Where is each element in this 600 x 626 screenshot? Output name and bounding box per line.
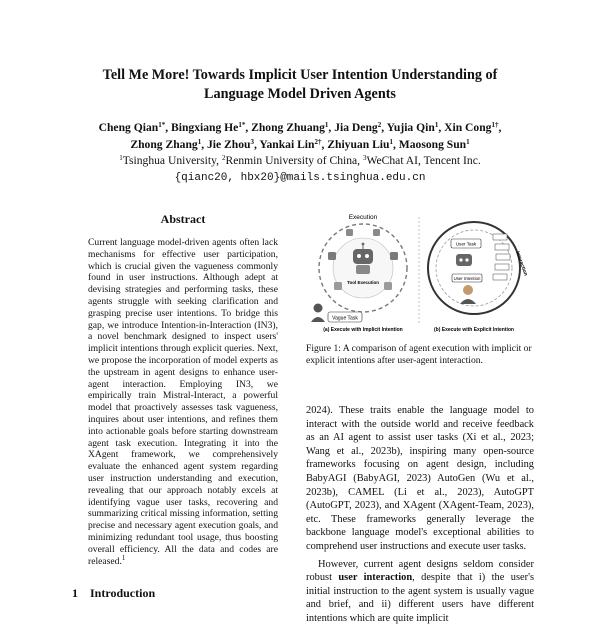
author-name: Jie Zhou [207,137,251,151]
vague-task-label: Vague Task [332,315,358,322]
paragraph-2 [306,558,534,626]
author-name: Zhiyuan Liu [327,137,390,151]
p2-bold: user interaction [338,572,413,584]
author-name: Cheng Qian [98,121,159,134]
author-sup: 1 [466,137,470,146]
footnote-mark: 1 [121,553,126,562]
author-name: Zhong Zhuang [251,121,325,134]
author-name: Maosong Sun [398,137,467,151]
figure-1 [306,212,532,332]
author-name: Zhong Zhang [130,137,198,151]
author-name: Yujia Qin [386,121,435,134]
author-name: Xin Cong [444,121,492,134]
abstract-text: Current language model-driven agents often lack mechanisms for effective user participation, which is crucial given the vagueness commonly found in user instructions. Although adept at devising strategies and performing tasks, these agents struggle with seeking clarification and grasping precise user intentions. To bridge this gap, we introduce Intention-in-Interaction (IN3), a novel benchmark designed to inspect users' implicit intentions through explicit queries. Next, we propose the incorporation of model experts as the upstream in agent designs to enhance user-agent interaction. Employing IN3, we empirically train Mistral-Interact, a powerful model that proactively assesses task vagueness, inquires about user intentions, and refines them into actionable goals before starting downstream agent task execution. Integrating it into the XAgent framework, we comprehensively evaluate the enhanced agent system regarding user instruction understanding and execution, revealing that our approach notably excels at identifying vague user tasks, recovering and summarizing critical missing information, setting precise and necessary agent execution goals, and minimizing redundant tool usage, thus boosting overall efficiency. All the data and codes are released [88,237,278,567]
execution-label: Execution [348,214,378,221]
author-block [50,120,550,186]
p2-end: , despite that i) the user's initial instruction to the agent system is usually vague and brief, and ii) different users have different intentions which are quite implicit [306,572,534,624]
affiliation-sup: 3 [362,154,367,162]
affiliation-name: WeChat AI, Tencent Inc. [366,154,481,167]
user-icon [311,304,325,323]
author-sup: 1* [238,121,246,129]
affiliations [50,153,550,170]
author-name: Jia Deng [334,121,378,134]
author-sup: 1 [389,137,393,146]
figure-caption: Figure 1: A comparison of agent execution with implicit or explicit intentions after user-agent interaction. [306,343,532,366]
affiliation-name: Renmin University of China, [225,154,361,167]
user-head-icon [460,285,476,304]
author-email: {qianc20, hbx20}@mails.tsinghua.edu.cn [174,171,426,184]
paragraph-1: 2024). These traits enable the language model to interact with the outside world and receive feedback as an AI agent to assist user tasks (Xi et al., 2023; Wang et al., 2023b), inspiring many open-source frameworks focusing on agent design, including BabyAGI (BabyAGI, 2023) AutoGen (Wu et al., 2023b), CAMEL (Li et al., 2023), AutoGPT (AutoGPT, 2023), and XAgent (XAgent-Team, 2023), etc. These frameworks generally leverage the backbone language model's exceptional abilities to comprehend user instructions and execute user tasks. [306,405,534,552]
author-sup: 2 [377,121,382,129]
authors-line-1: Cheng Qian$^{1*}$, Bingxiang $He^{1*}$, Zhong Zhuang$^1$, Jia Deng$^2$, Yujia Qin$^1$, Xin Cong$^{1\dagger}$, [98,121,502,134]
query-boxes [493,234,510,280]
caption-b: (b) Execute with Explicit Intention [433,327,515,332]
author-sup: 3 [250,137,254,146]
author-sup: 1† [491,121,499,129]
paper-title [60,66,540,104]
author-sup: 1 [324,121,329,129]
author-sup: 1 [434,121,439,129]
user-task-label: User Task [455,241,477,247]
right-column-text [306,404,534,626]
panel-explicit [428,222,529,332]
p2-start: However, current agent designs seldom consider robust [306,558,534,584]
title-line-2: Language Model Driven Agents [204,86,396,102]
tool-execution-label: Tool Execution [347,280,379,285]
agent-robot-icon [456,254,472,266]
affiliation-sup: 2 [221,154,226,162]
title-line-1: Tell Me More! Towards Implicit User Intention Understanding of [102,67,498,83]
section-heading [72,586,155,601]
affiliation-name: Tsinghua University, [122,154,220,167]
section-title: Introduction [90,586,156,600]
figure-illustration [306,212,532,332]
section-number: 1 [72,586,78,600]
user-intention-label: User Intention [453,275,481,281]
abstract-heading: Abstract [160,212,206,226]
authors-line-2: Zhong Zhang$^1$, Jie Zhou$^3$, Yankai Lin$^{2\dagger}$, Zhiyuan Liu$^1$, Maosong Sun$^1$ [130,137,470,151]
caption-a: (a) Execute with Implicit Intention [323,327,403,332]
panel-implicit [311,214,407,332]
author-name: Bingxiang He [171,121,239,134]
author-sup: 1 [197,137,202,146]
author-name: Yankai Lin [259,137,315,151]
affiliation-sup: 1 [119,154,123,162]
author-sup: 1* [158,121,166,129]
author-sup: 2† [314,137,322,146]
abstract-body: Current language model-driven agents often lack mechanisms for effective user participation, which is crucial given the vagueness commonly found in user instructions. Although adept at devising strategies and performing tasks, these agents struggle with seeking clarification and grasping precise user intentions. To bridge this gap, we introduce Intention-in-Interaction (IN3), a novel benchmark designed to inspect users' implicit intentions through explicit queries. Next, we propose the incorporation of model experts as the upstream in agent designs to enhance user-agent interaction. Employing IN3, we empirically train Mistral-Interact, a powerful model that proactively assesses task vagueness, inquires about user intentions, and refines them into actionable goals before starting downstream agent task execution. Integrating it into the XAgent framework, we comprehensively evaluate the enhanced agent system regarding user instruction understanding and execution, revealing that our approach notably excels at identifying vague user tasks, recovering and summarizing critical missing information, setting precise and necessary agent execution goals, and minimizing redundant tool usage, thus boosting overall efficiency. All the data and codes are released.$^1$ [88,237,278,567]
interaction-label: Interaction [514,250,529,277]
